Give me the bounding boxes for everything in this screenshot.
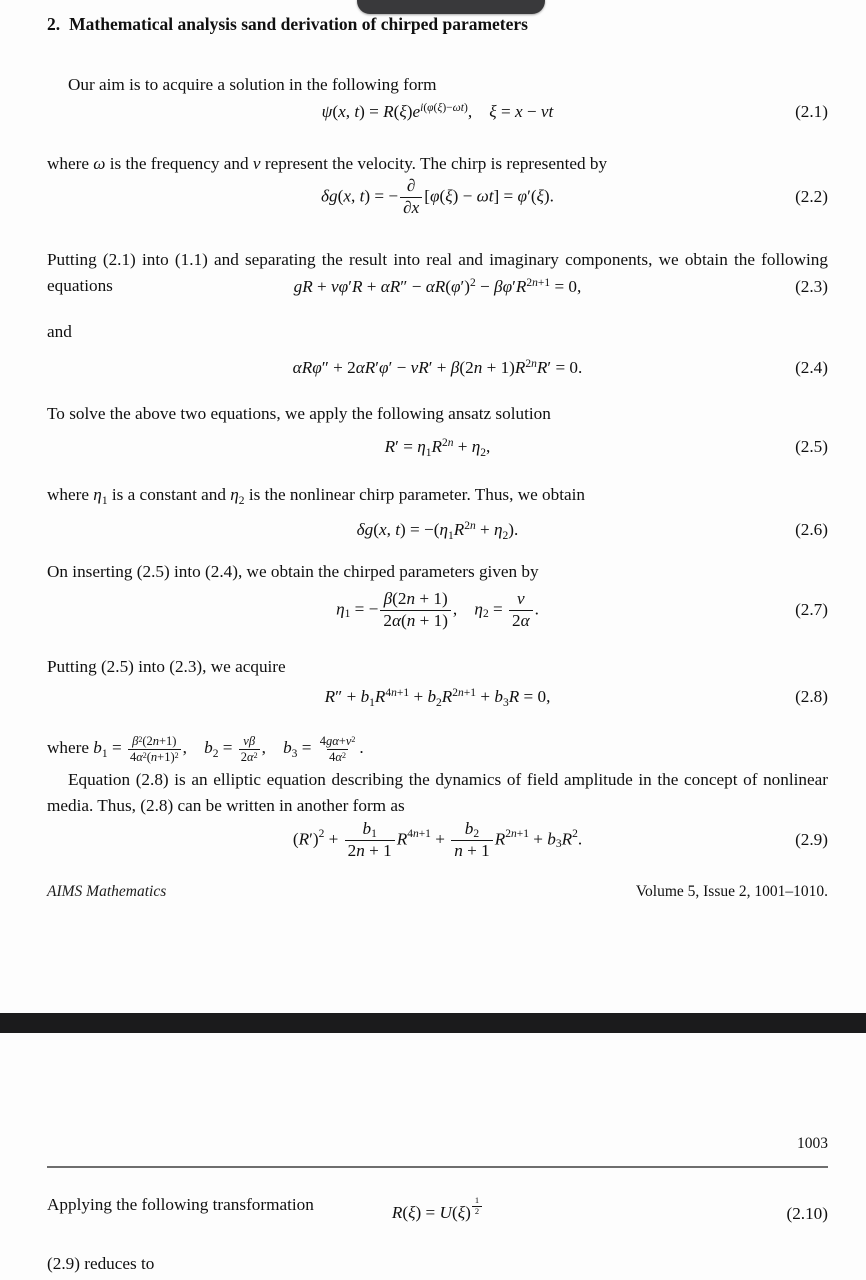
paragraph-inserting: On inserting (2.5) into (2.4), we obtain the chirped parameters given by [47, 562, 539, 582]
equation-number: (2.6) [795, 520, 828, 539]
equation-number: (2.10) [786, 1204, 828, 1223]
equation-number: (2.5) [795, 437, 828, 456]
paragraph-ansatz: To solve the above two equations, we apply the following ansatz solution [47, 404, 551, 424]
equation-number: (2.7) [795, 600, 828, 619]
paragraph-coefficients: where $b_1$ = $\frac{\beta^2(2n+1)}{4\alpha^2(n+1)^2}$ , $b_2$ = $\frac{v\beta}{2\alpha^2}$ , $b_3$ = $\frac{4g\alpha+v^2}{4\alpha^2}$ . [47, 734, 364, 764]
equation-body: R(ξ) = U(ξ) $^{\frac{1}{2}}$ [392, 1203, 483, 1226]
header-rule [47, 1166, 828, 1168]
paragraph-frequency: where ω is the frequency and v represent the velocity. The chirp is represented by [47, 154, 608, 174]
equation-body: gR + $v\varphi'R + \alpha R'' - \alpha R(\varphi')^2 - \beta\varphi'R^{2n+1} = 0$, [293, 276, 582, 296]
section-title: Mathematical analysis sand derivation of chirped parameters [69, 14, 528, 34]
paragraph-putting: Putting (2.1) into (1.1) and separating the result into real and imaginary components, we obtain the following equations [47, 250, 828, 296]
equation-number: (2.3) [795, 277, 828, 296]
equation-2-10 [47, 1194, 828, 1234]
equation-body: $R'' + b_1R^{4n+1} + b_2R^{2n+1} + b_3R = 0$, [324, 686, 551, 709]
paragraph-reduces: (2.9) reduces to [47, 1254, 155, 1274]
paragraph-elliptic: Equation (2.8) is an elliptic equation describing the dynamics of field amplitude in the concept of nonlinear media. Thus, (2.8) can be written in another form as [47, 770, 828, 816]
equation-body: $R' = \eta_1R^{2n} + \eta_2$, [384, 436, 491, 459]
equation-number: (2.9) [795, 830, 828, 849]
equation-body: $\alpha R\varphi'' + 2\alpha R'\varphi' - vR' + \beta(2n + 1)R^{2n}R' = 0$. [292, 357, 583, 377]
paragraph-transformation: Applying the following transformation [47, 1195, 314, 1215]
equation-number: (2.2) [795, 187, 828, 206]
equation-2-6 [47, 513, 828, 547]
paragraph-aim: Our aim is to acquire a solution in the following form [68, 75, 437, 95]
equation-2-9 [47, 812, 828, 868]
equation-number: (2.8) [795, 687, 828, 706]
equation-2-2 [47, 169, 828, 225]
equation-2-1 [47, 95, 828, 129]
equation-2-5 [47, 430, 828, 464]
paragraph-eta: where $\eta_1$ is a constant and $\eta_2$ is the nonlinear chirp parameter. Thus, we obtain [47, 485, 585, 507]
paragraph-and: and [47, 322, 72, 342]
equation-body: δg(x, t) = − $\frac{\partial}{\partial x}$ [φ(ξ) − ωt] = φ′(ξ). [321, 175, 554, 217]
equation-body: $\eta_1$ = − $\frac{\beta(2n + 1)}{2\alpha(n + 1)}$ , $\eta_2$ = $\frac{v}{2\alpha}$ . [336, 588, 539, 630]
journal-name: AIMS Mathematics [47, 883, 167, 900]
section-heading [47, 12, 528, 36]
equation-body: δg(x, $t) = -(\eta_1R^{2n} + \eta_2)$. [356, 519, 519, 542]
paragraph-acquire: Putting (2.5) into (2.3), we acquire [47, 657, 286, 677]
section-number: 2. [47, 14, 61, 34]
volume-info: Volume 5, Issue 2, 1001–1010. [635, 883, 828, 900]
page-number: 1003 [797, 1135, 828, 1152]
equation-2-7 [47, 581, 828, 639]
equation-2-3 [47, 270, 828, 304]
equation-2-4 [47, 351, 828, 385]
page-break-bar [0, 1013, 866, 1033]
equation-number: (2.1) [795, 102, 828, 121]
equation-body: ψ(x, $t) = R(\xi)e^{i(\varphi(\xi)-\omega t)}$, ξ = x − vt [321, 101, 554, 121]
equation-body: $(R')^2$ + $\frac{b_1}{2n + 1}$ $R^{4n+1}$ + $\frac{b_2}{n + 1}$ $R^{2n+1} + b_3R^2$. [292, 818, 583, 860]
equation-number: (2.4) [795, 358, 828, 377]
equation-2-8 [47, 680, 828, 714]
